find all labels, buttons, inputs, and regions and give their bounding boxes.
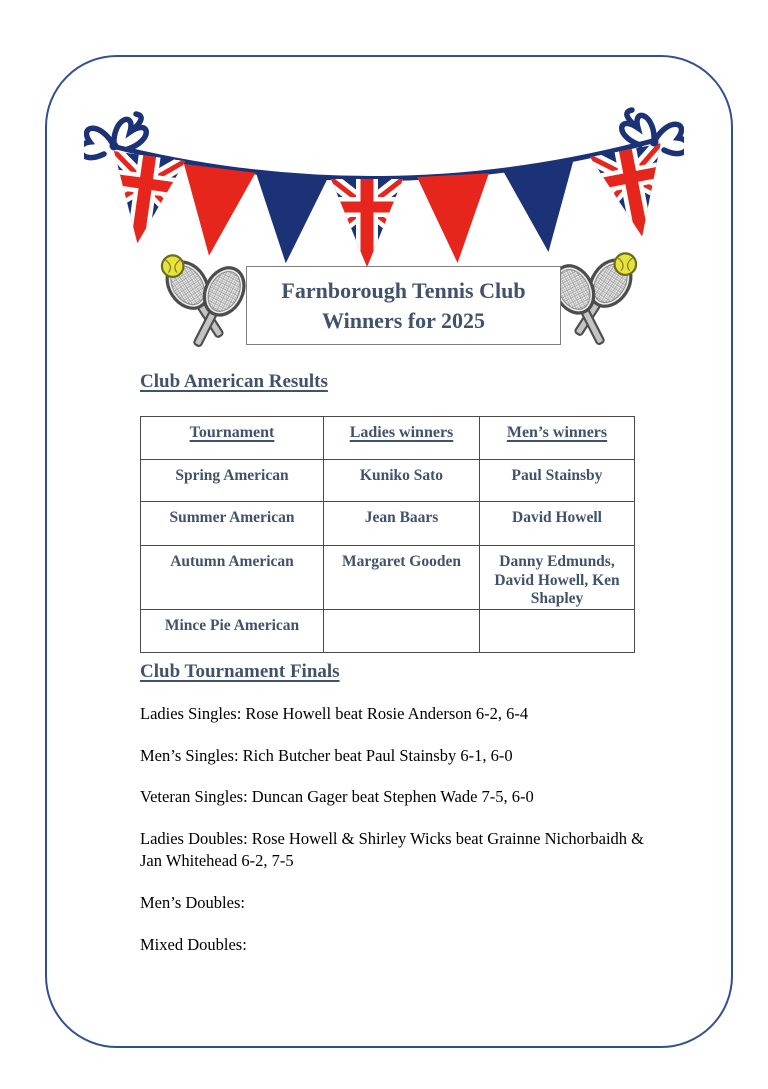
bunting-graphic	[84, 106, 684, 271]
title-box	[246, 266, 561, 345]
cell-ladies-winner	[324, 609, 480, 652]
cell-tournament: Spring American	[141, 460, 324, 502]
finals-veteran-singles: Veteran Singles: Duncan Gager beat Stephen Wade 7-5, 6-0	[140, 787, 534, 806]
column-header-tournament: Tournament	[141, 417, 324, 460]
cell-mens-winner	[480, 609, 635, 652]
red-pennant-icon	[173, 164, 255, 260]
red-pennant-icon	[417, 173, 494, 265]
union-jack-pennant-icon	[590, 143, 677, 243]
table-row	[141, 502, 635, 546]
finals-mens-singles: Men’s Singles: Rich Butcher beat Paul Stainsby 6-1, 6-0	[140, 746, 513, 765]
cell-tournament: Mince Pie American	[141, 609, 324, 652]
union-jack-pennant-icon	[102, 151, 186, 248]
cell-ladies-winner: Kuniko Sato	[324, 460, 480, 502]
heading-club-american-results: Club American Results	[140, 371, 328, 392]
cell-tournament: Autumn American	[141, 546, 324, 610]
american-results-table	[140, 416, 635, 653]
union-jack-pennant-icon	[331, 179, 403, 267]
tennis-ball-icon	[615, 253, 637, 275]
table-header-row	[141, 417, 635, 460]
cell-ladies-winner: Margaret Gooden	[324, 546, 480, 610]
finals-ladies-singles: Ladies Singles: Rose Howell beat Rosie Anderson 6-2, 6-4	[140, 704, 529, 723]
navy-pennant-icon	[502, 160, 584, 256]
finals-mens-doubles: Men’s Doubles:	[140, 893, 245, 912]
column-header-mens-winners: Men’s winners	[480, 417, 635, 460]
finals-mixed-doubles: Mixed Doubles:	[140, 935, 247, 954]
table-row	[141, 609, 635, 652]
column-header-ladies-winners: Ladies winners	[324, 417, 480, 460]
cell-ladies-winner: Jean Baars	[324, 502, 480, 546]
cell-mens-winner: Paul Stainsby	[480, 460, 635, 502]
table-row	[141, 460, 635, 502]
heading-club-tournament-finals: Club Tournament Finals	[140, 661, 340, 682]
tennis-rackets-icon	[150, 250, 260, 362]
cell-mens-winner: David Howell	[480, 502, 635, 546]
tennis-ball-icon	[162, 255, 184, 277]
cell-mens-winner: Danny Edmunds, David Howell, Ken Shapley	[480, 546, 635, 610]
table-row	[141, 546, 635, 610]
page-title-line1: Farnborough Tennis Club	[281, 278, 526, 304]
page-title-line2: Winners for 2025	[322, 307, 485, 333]
finals-ladies-doubles: Ladies Doubles: Rose Howell & Shirley Wicks beat Grainne Nichorbaidh & Jan Whitehead 6-2, 7-5	[140, 829, 645, 870]
navy-pennant-icon	[250, 173, 328, 266]
cell-tournament: Summer American	[141, 502, 324, 546]
